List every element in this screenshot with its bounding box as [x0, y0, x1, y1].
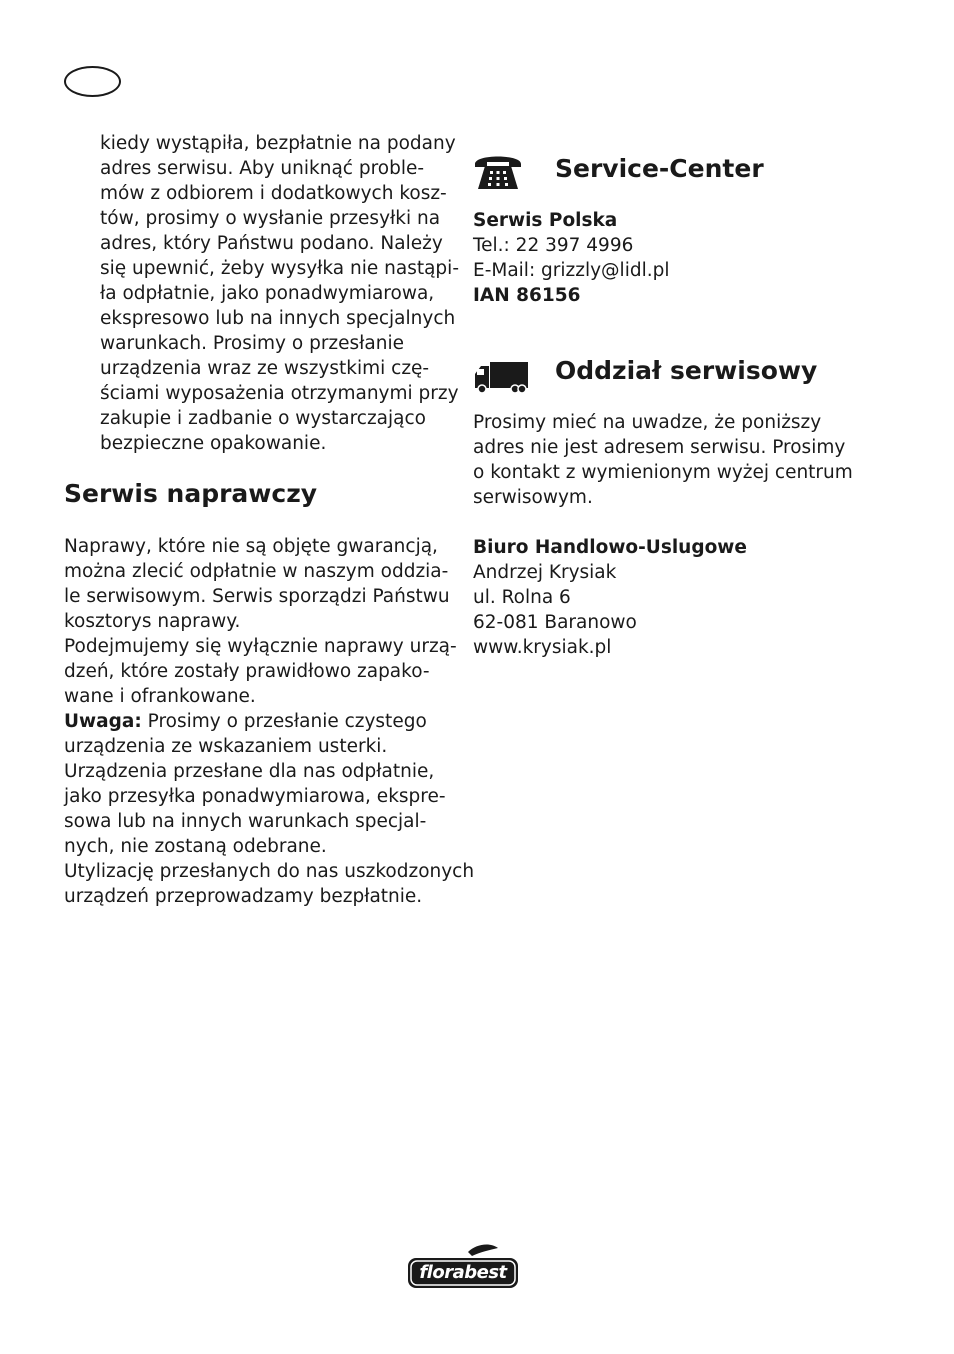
logo-text: florabest: [419, 1262, 507, 1283]
language-badge: [64, 66, 121, 97]
right-column: [473, 150, 873, 660]
service-center-heading: Service-Center: [555, 154, 764, 183]
note-line: Uwaga: Prosimy o przesłanie czystego: [64, 711, 427, 732]
repair-paragraph: Naprawy, które nie są objęte gwarancją, można zlecić odpłatnie w naszym oddzia- le serwisowym. Serwis sporządzi Państwu kosztorys naprawy. Podejmujemy się wyłącznie naprawy urzą- dzeń, które zostały prawidłowo zapako- wane i ofrankowane. Uwaga: Prosimy o przesłanie czystego urządzenia ze wskazaniem usterki. Urządzenia przesłane dla nas odpłatnie, jako przesyłka ponadwymiarowa, ekspre- sowa lub na innych warunkach specjal- nych, nie zostaną odebrane. Utylizację przesłanych do nas uszkodzonych urządzeń przeprowadzamy bezpłatnie.: [64, 536, 475, 907]
office-name: Biuro Handlowo-Uslugowe: [473, 537, 747, 558]
note-label: Uwaga:: [64, 711, 142, 732]
service-name: Serwis Polska: [473, 210, 618, 231]
branch-heading: Oddział serwisowy: [555, 356, 818, 385]
repair-heading: Serwis naprawczy: [64, 479, 318, 508]
service-contact: [473, 208, 873, 308]
office-address: Biuro Handlowo-Uslugowe Andrzej Krysiak ul. Rolna 6 62-081 Baranowo www.krysiak.pl: [473, 535, 873, 660]
branch-heading-row: [473, 352, 873, 392]
office-website: www.krysiak.pl: [473, 637, 612, 658]
branch-paragraph: Prosimy mieć na uwadze, że poniższy adres nie jest adresem serwisu. Prosimy o kontakt z wymienionym wyżej centrum serwisowym.: [473, 412, 853, 508]
intro-paragraph: kiedy wystąpiła, bezpłatnie na podany adres serwisu. Aby uniknąć proble- mów z odbiorem i dodatkowych kosz- tów, prosimy o wysłanie przesyłki na adres, który Państwu podano. Należy się upewnić, żeby wysyłka nie nastąpi- ła odpłatnie, jako ponadwymiarowa, ekspresowo lub na innych specjalnych warunkach. Prosimy o przesłanie urządzenia wraz ze wszystkimi czę- ściami wyposażenia otrzymanymi przy zakupie i zadbanie o wystarczająco bezpieczne opakowanie.: [100, 133, 459, 454]
truck-icon: [473, 362, 529, 394]
left-column: [64, 131, 475, 909]
phone-line: Tel.: 22 397 4996: [473, 235, 634, 256]
ian-line: IAN 86156: [473, 285, 581, 306]
telephone-icon: [473, 152, 523, 190]
service-center-heading-row: [473, 150, 873, 190]
email-line: E-Mail: grizzly@lidl.pl: [473, 260, 670, 281]
